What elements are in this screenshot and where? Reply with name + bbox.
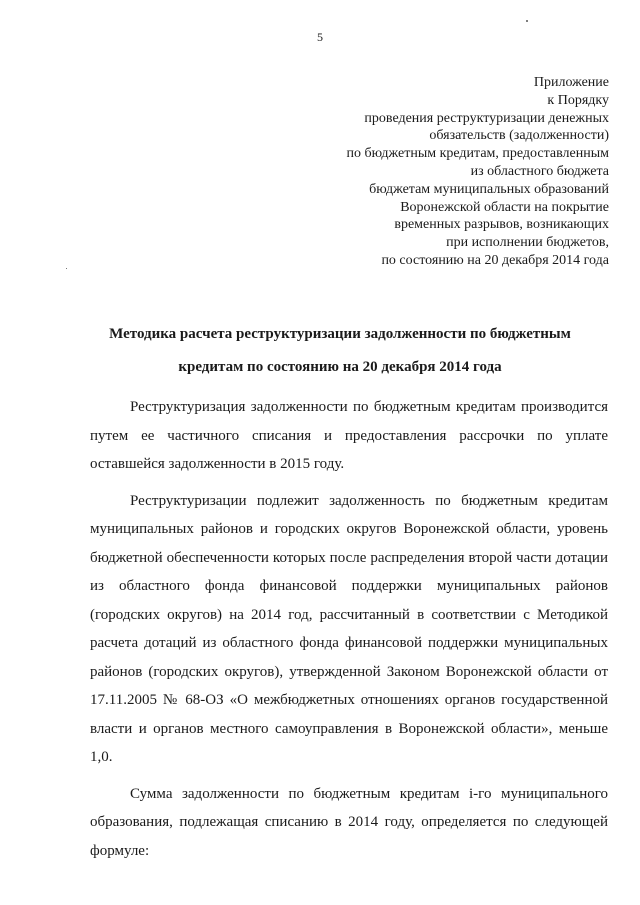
- appendix-line: бюджетам муниципальных образований: [369, 181, 609, 197]
- appendix-line: из областного бюджета: [470, 163, 609, 179]
- appendix-line: при исполнении бюджетов,: [446, 235, 609, 251]
- appendix-line: по бюджетным кредитам, предоставленным: [346, 146, 609, 162]
- title-line: Методика расчета реструктуризации задолженности по бюджетным: [109, 326, 571, 342]
- appendix-line: Приложение: [533, 75, 609, 90]
- document-title: [100, 318, 580, 384]
- appendix-line: проведения реструктуризации денежных: [364, 110, 609, 126]
- body-paragraph: Реструктуризация задолженности по бюджетным кредитам производится путем ее частичного списания и предоставления рассрочки по уплате оставшейся задолженности в 2015 году.: [90, 399, 608, 472]
- body-paragraph: Сумма задолженности по бюджетным кредитам i-го муниципального образования, подлежащая списанию в 2014 году, определяется по следующей формуле:: [90, 785, 608, 859]
- appendix-line: Воронежской области на покрытие: [400, 199, 609, 215]
- appendix-header: [249, 74, 609, 270]
- page-number: 5: [317, 30, 323, 44]
- document-body: [90, 393, 608, 873]
- title-line: кредитам по состоянию на 20 декабря 2014 года: [178, 359, 502, 375]
- appendix-line: по состоянию на 20 декабря 2014 года: [381, 252, 609, 268]
- scan-speck: [526, 20, 528, 22]
- appendix-line: к Порядку: [547, 92, 609, 108]
- appendix-line: временных разрывов, возникающих: [394, 217, 609, 233]
- scan-speck: [66, 268, 67, 269]
- appendix-line: обязательств (задолженности): [429, 128, 609, 144]
- body-paragraph: Реструктуризации подлежит задолженность по бюджетным кредитам муниципальных районов и городских округов Воронежской области, уровень бюджетной обеспеченности которых после распределения второй части дотации из областного фонда финансовой поддержки муниципальных районов (городских округов) на 2014 год, рассчитанный в соответствии с Методикой расчета дотаций из областного фонда финансовой поддержки муниципальных районов (городских округов), утвержденной Законом Воронежской области от 17.11.2005 № 68-ОЗ «О межбюджетных отношениях органов государственной власти и органов местного самоуправления в Воронежской области», меньше 1,0.: [90, 492, 608, 765]
